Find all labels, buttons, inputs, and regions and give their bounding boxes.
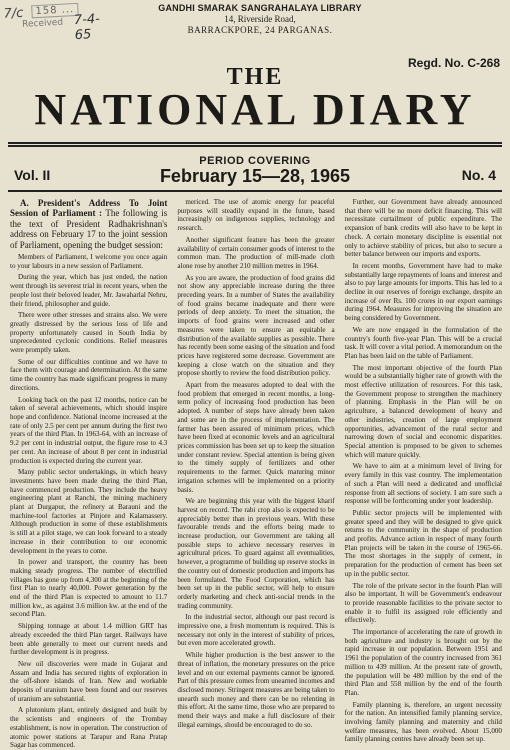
article-paragraph — [345, 582, 502, 626]
paragraph-text: mericed. The use of atomic energy for peaceful purposes will steadily expand in the future, based increasingly on indigenous supplies, technology and research. — [177, 198, 335, 233]
article-paragraph — [10, 198, 167, 250]
paragraph-text: In power and transport, the country has been making steady progress. The number of electrified villages has gone up from 4,300 at the beginning of the first Plan to nearly 40,000. Power generation by the end of the third Plan is expected to amount to 11.7 million kw., as against 3.6 million kw. at the end of the second Plan. — [10, 558, 168, 619]
article-paragraph — [345, 509, 502, 579]
library-address-line1: 14, Riverside Road, — [224, 14, 296, 24]
paragraph-text: We are now engaged in the formulation of the country's fourth five-year Plan. This will be a crucial task. It will cover a vital period. A memorandum on the Plan has been laid on the table of Parliament. — [344, 325, 502, 360]
paragraph-text: The role of the private sector in the fourth Plan will also be important. It will be Government's endeavour to provide reasonable facilities to the private sector to enable it to fulfil its assigned role efficiently and effectively. — [344, 581, 502, 625]
library-address-line2: BARRACKPORE, 24 PARGANAS. — [187, 25, 333, 35]
article-paragraph — [177, 198, 334, 233]
article-paragraph — [345, 326, 502, 361]
volume-label: Vol. II — [14, 167, 51, 183]
article-paragraph — [10, 468, 167, 555]
article-paragraph — [10, 311, 167, 355]
issue-dates: February 15—28, 1965 — [159, 166, 351, 186]
article-paragraph — [10, 660, 167, 704]
paragraph-text: In recent months, Government have had to make substantially large repayments of loans and interest and also to pay large amounts for imports. This has led to a decline in our reserves of foreign exchange, despite an increase of over Rs. 100 crores in our export earnings during 1964. Measures for improving the situation are being considered by Government. — [344, 261, 502, 323]
paragraph-text: The importance of accelerating the rate of growth in both agriculture and industry is brought out by the rapid increase in our population. Between 1951 and 1961 the population of the country increased from 361 million to 439 million. At the present rate of growth, the population will be 480 million by the end of the third Plan and 558 million by the end of the fourth Plan. — [344, 628, 502, 697]
period-label: PERIOD COVERING — [199, 155, 311, 167]
article-paragraph — [345, 364, 502, 460]
article-paragraph — [10, 622, 167, 657]
paragraph-text: In the industrial sector, although our past record is impressive one, a fresh momentum is required. This is necessary not only in the interest of stability of prices, but even more accelerated growth. — [177, 613, 335, 648]
masthead-rule-top — [8, 142, 502, 144]
paragraph-text: Apart from the measures adopted to deal with the food problem that emerged in recent months, a long-term policy of increasing food production has been adopted. A number of steps have already been taken and some are in the process of implementation. The farmer has been assured of minimum prices, which have been fixed at economic levels and an agricultural prices commission has been set up to keep the situation under constant review. Special attention is being given to the timely supply of fertilizers and other requirements to the farmer. Quick maturing minor irrigation schemes will be implemented on a priority basis. — [177, 381, 335, 494]
paragraph-text: We are beginning this year with the biggest kharif harvest on record. The rabi crop also is expected to be appreciably better than in previous years. With these favourable trends and the efforts being made to increase production, our Government are taking all possible steps to achieve necessary reserves in agricultural prices. To guard against all eventualities, however, a programme of building up reserve stocks in the country out of domestic production and imports has been formulated. The Food Corporation, which has been set up in the public sector, will help to ensure orderly marketing and check anti-social trends in the trading community. — [177, 497, 335, 610]
article-paragraph — [177, 381, 334, 494]
masthead-rule-top-thin — [8, 145, 502, 147]
article-paragraph — [10, 358, 167, 393]
paragraph-text: During the year, which has just ended, the nation went through its severest trial in recent years, when the people lost their beloved leader, Mr. Jawaharlal Nehru, their friend, philosopher and guide. — [10, 273, 168, 308]
handwritten-date: 7-4-65 — [73, 11, 101, 44]
article-paragraph — [177, 651, 334, 729]
article-paragraph — [345, 262, 502, 323]
masthead-the: THE — [226, 64, 284, 90]
registration-number: Regd. No. C-268 — [407, 56, 500, 70]
article-paragraph — [10, 273, 167, 308]
article-paragraph — [10, 558, 167, 619]
issue-number: No. 4 — [461, 167, 496, 183]
article-paragraph — [10, 253, 167, 270]
paragraph-text: Members of Parliament, I welcome you once again to your labours in a new session of Parliament. — [10, 253, 168, 270]
stamp-received: Received — [21, 17, 64, 30]
article-paragraph — [177, 274, 334, 378]
paragraph-text: While higher production is the best answer to the threat of inflation, the monetary pressures on the price level and on our external payments cannot be ignored. Part of this pressure comes from unearned incomes and disclosed money. Stringent measures are being taken to unearth such money and there can be no relenting in this effort. At the same time, those who are prepared to mend their ways and make a full disclosure of their illegal earnings, should be encouraged to do so. — [177, 651, 335, 729]
paragraph-text: Shipping tonnage at about 1.4 million GRT has already exceeded the third Plan target. Railways have been able generally to meet our current needs and further development is in progress. — [10, 622, 168, 657]
article-columns — [10, 198, 502, 750]
stamp-number: 158 ... — [31, 3, 78, 18]
paragraph-text: The most important objective of the fourth Plan would be a substantially higher rate of growth with the most effective utilization of resources. For this task, the Government propose to strengthen the machinery of planning. Emphasis in the Plan will be on agriculture, a balanced development of heavy and other industries, creation of large employment opportunities, advancement of the rural sector and narrowing down of social and economic disparities. Special attention is proposed to be given to schemes which will mature quickly. — [344, 363, 502, 459]
masthead-title: NATIONAL DIARY — [34, 85, 476, 134]
library-header — [150, 3, 370, 36]
article-paragraph — [177, 613, 334, 648]
paragraph-text: We have to aim at a minimum level of living for every family in this vast country. The implementation of such a Plan will need a dedicated and unofficial response from all sections of society. I am sure such a response will be forthcoming under your leadership. — [344, 462, 502, 506]
paragraph-text: Further, our Government have already announced that there will be no more deficit financing. This will necessitate curtailment of public expenditure. The expansion of bank credits will also have to be kept in check. A certain monetary discipline is essential not only to achieve stability of prices, but also to secure a better balance between our imports and exports. — [344, 198, 502, 259]
article-paragraph — [10, 706, 167, 750]
article-paragraph — [345, 701, 502, 745]
paragraph-text: New oil discoveries were made in Gujarat and Assam and India has secured rights of exploration in the off-shore islands of Iran. New and workable deposits of uranium have been found and our reserves of uranium are substantial. — [10, 659, 168, 703]
article-paragraph — [177, 497, 334, 610]
paragraph-text: Many public sector undertakings, in which heavy investments have been made during the third Plan, have commenced production. They include the heavy engineering plant at Ranchi, the mining machinery plant at Durgapur, the refinery at Barauni and the machine-tool factories at Pinjore and Kalamassery. Although production in some of these establishments is still at a pilot stage, we can look forward to a steady increase in their contribution to our economic development in the years to come. — [10, 468, 168, 555]
article-paragraph — [345, 628, 502, 698]
paragraph-text: Some of our difficulties continue and we have to face them with courage and determination. At the same time the country has made significant progress in many directions. — [10, 357, 168, 392]
article-paragraph — [345, 198, 502, 259]
masthead-rule-bottom — [8, 190, 502, 192]
article-paragraph — [177, 236, 334, 271]
paragraph-text: Another significant feature has been the greater availability of certain consumer goods of interest to the common man. The production of mill-made cloth alone rose by another 210 million metres in 1964. — [177, 235, 335, 270]
paragraph-text: There were other stresses and strains also. We were greatly distressed by the serious loss of life and property unfortunately caused in South India by unprecedented cyclonic conditions. Relief measures were promptly taken. — [10, 311, 168, 355]
article-paragraph — [10, 396, 167, 466]
library-name: GANDHI SMARAK SANGRAHALAYA LIBRARY — [158, 3, 362, 13]
paragraph-text: A plutonium plant, entirely designed and built by the scientists and engineers of the Trombay establishment, is now in operation. The construction of atomic power stations at Tarapur and Rana Pratap Sagar has commenced. — [10, 706, 168, 750]
paragraph-text: Family planning is, therefore, an urgent necessity for the nation. An intensified family planning service, involving family planning and maternity and child welfare measures, has been evolved. About 15,000 family planning centres have already been set up. — [344, 700, 502, 744]
paragraph-text: Looking back on the past 12 months, notice can be taken of several achievements, which should inspire hope and confidence. National income increased at the rate of only 2.5 per cent per annum during the first two years of the third Plan. In 1963-64, with an increase of 9.2 per cent in industrial output, the figure rose to 4.3 per cent. An increase of about 8 per cent in industrial production is expected during the current year. — [10, 395, 168, 465]
article-column-3 — [344, 198, 502, 744]
paragraph-text: The following is the text of President Radhakrishnan's address on February 17 to the joint session of Parliament, opening the budget session: — [10, 208, 168, 250]
article-column-1 — [10, 198, 168, 750]
section-heading: A. President's Address To Joint Session of Parliament : — [10, 198, 168, 219]
paragraph-text: As you are aware, the production of food grains did not show any appreciable increase during the three preceding years. In a number of States the availability of food grains became inadequate and there were periods of deep anxiety. To meet the situation, the imports of food grains were increased and other measures were taken to ensure an equitable a distribution of the available supplies as possible. There has recently been some easing of the situation and food prices have registered some decrease. Government are keeping a close watch on the situation and they propose shortly to review the food distribution policy. — [177, 273, 335, 378]
handwritten-note: 7/c — [3, 5, 24, 22]
paragraph-text: Public sector projects will be implemented with greater speed and they will be designed to give quick returns to the community in the shape of production and profits. Advance action in respect of many fourth Plan projects will be taken in the course of 1965-66. The most shortages in the supply of cement, in preparation for the production of cement has been set up in the public sector. — [344, 508, 502, 578]
receipt-stamp — [3, 1, 111, 44]
article-paragraph — [345, 462, 502, 506]
article-column-2 — [177, 198, 335, 729]
